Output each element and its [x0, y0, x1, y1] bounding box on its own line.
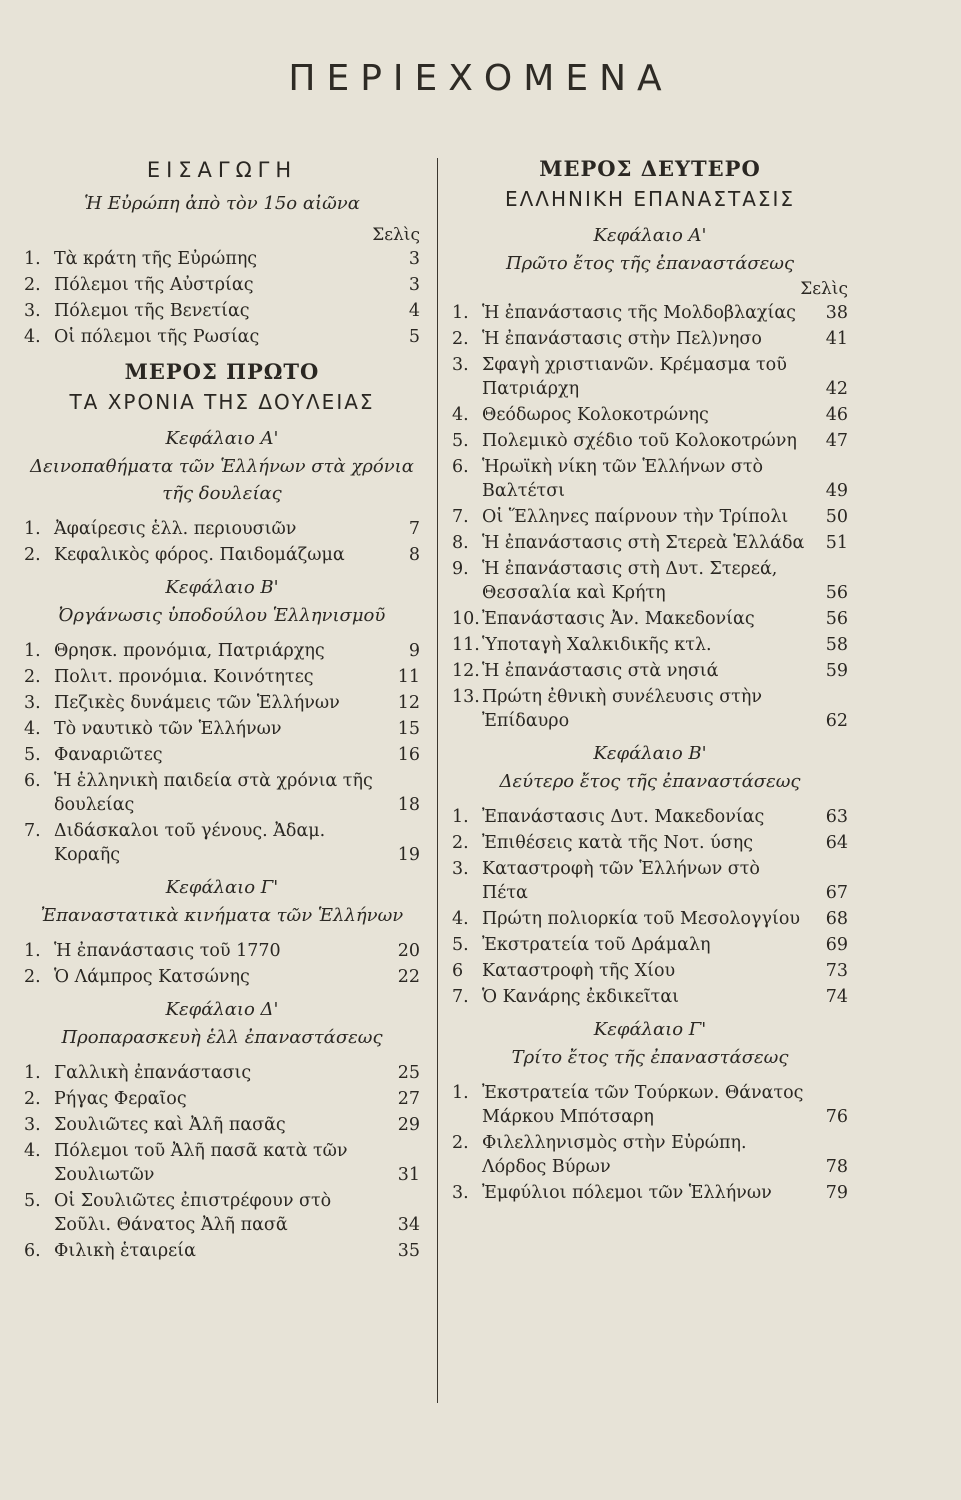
page-title: ΠΕΡΙΕΧΟΜΕΝΑ — [288, 58, 673, 99]
part-two-title: ΜΕΡΟΣ ΔΕΥΤΕΡΟ — [539, 156, 761, 181]
chapter-subtitle: Ἐπαναστατικὰ κινήματα τῶν Ἑλλήνων — [40, 905, 404, 926]
page-column-header: Σελὶς — [372, 225, 420, 245]
toc-entry[interactable]: 2. Ἡ ἐπανάστασις στὴν Πελ)νησο 41 — [452, 329, 848, 349]
toc-entry[interactable]: 6. Φιλικὴ ἑταιρεία 35 — [24, 1241, 420, 1261]
toc-entry[interactable]: 4. Πρώτη πολιορκία τοῦ Μεσολογγίου 68 — [452, 909, 848, 929]
part-one-heading: ΤΑ ΧΡΟΝΙΑ ΤΗΣ ΔΟΥΛΕΙΑΣ — [69, 390, 375, 414]
toc-entry[interactable]: 6 Καταστροφὴ τῆς Χίου 73 — [452, 961, 848, 981]
column-divider — [437, 158, 438, 1403]
toc-entry[interactable]: 4. Τὸ ναυτικὸ τῶν Ἑλλήνων 15 — [24, 719, 420, 739]
toc-entry[interactable]: 1. Ἐκστρατεία τῶν Τούρκων. Θάνατος Μάρκου Μπότσαρη 76 — [452, 1083, 848, 1127]
toc-entry[interactable]: 11. Ὑποταγὴ Χαλκιδικῆς κτλ. 58 — [452, 635, 848, 655]
toc-entry[interactable]: 5. Φαναριῶτες 16 — [24, 745, 420, 765]
toc-entry[interactable]: 1. Γαλλικὴ ἐπανάστασις 25 — [24, 1063, 420, 1083]
toc-entry[interactable]: 4. Θεόδωρος Κολοκοτρώνης 46 — [452, 405, 848, 425]
chapter-subtitle: Ὀργάνωσις ὑποδούλου Ἑλληνισμοῦ — [58, 605, 386, 626]
toc-entry[interactable]: 5. Οἱ Σουλιῶτες ἐπιστρέφουν στὸ Σοῦλι. Θάνατος Ἀλῆ πασᾶ 34 — [24, 1191, 420, 1235]
chapter-subtitle: Δεύτερο ἔτος τῆς ἐπαναστάσεως — [499, 771, 801, 792]
toc-entry[interactable]: 3. Πόλεμοι τῆς Βενετίας 4 — [24, 301, 420, 321]
toc-entry[interactable]: 1. Ἀφαίρεσις ἑλλ. περιουσιῶν 7 — [24, 519, 420, 539]
toc-entry[interactable]: 1. Θρησκ. προνόμια, Πατριάρχης 9 — [24, 641, 420, 661]
toc-entry[interactable]: 13. Πρώτη ἐθνικὴ συνέλευσις στὴν Ἐπίδαυρο 62 — [452, 687, 848, 731]
toc-entry[interactable]: 10. Ἐπανάστασις Ἀν. Μακεδονίας 56 — [452, 609, 848, 629]
toc-entry[interactable]: 2. Ὁ Λάμπρος Κατσώνης 22 — [24, 967, 420, 987]
chapter-subtitle: Τρίτο ἔτος τῆς ἐπαναστάσεως — [511, 1047, 789, 1068]
toc-entry[interactable]: 2. Πολιτ. προνόμια. Κοινότητες 11 — [24, 667, 420, 687]
part-two-heading: ΕΛΛΗΝΙΚΗ ΕΠΑΝΑΣΤΑΣΙΣ — [504, 187, 796, 211]
intro-heading: ΕΙΣΑΓΩΓΗ — [146, 158, 298, 182]
toc-entry[interactable]: 3. Σουλιῶτες καὶ Ἀλῆ πασᾶς 29 — [24, 1115, 420, 1135]
toc-entry[interactable]: 2. Κεφαλικὸς φόρος. Παιδομάζωμα 8 — [24, 545, 420, 565]
toc-entry[interactable]: 9. Ἡ ἐπανάστασις στὴ Δυτ. Στερεά, Θεσσαλία καὶ Κρήτη 56 — [452, 559, 848, 603]
toc-entry[interactable]: 3. Πεζικὲς δυνάμεις τῶν Ἑλλήνων 12 — [24, 693, 420, 713]
toc-entry[interactable]: 7. Διδάσκαλοι τοῦ γένους. Ἀδαμ. Κοραῆς 19 — [24, 821, 420, 865]
chapter-subtitle: Δεινοπαθήματα τῶν Ἑλλήνων στὰ χρόνια τῆς δουλείας — [30, 456, 414, 504]
toc-entry[interactable]: 2. Ρήγας Φεραῖος 27 — [24, 1089, 420, 1109]
right-column — [452, 152, 848, 1207]
chapter-subtitle: Προπαρασκευὴ ἑλλ ἐπαναστάσεως — [61, 1027, 383, 1048]
part-one-title: ΜΕΡΟΣ ΠΡΩΤΟ — [124, 359, 320, 384]
toc-entry[interactable]: 5. Πολεμικὸ σχέδιο τοῦ Κολοκοτρώνη 47 — [452, 431, 848, 451]
chapter-label: Κεφάλαιο Α' — [593, 225, 707, 246]
toc-entry[interactable]: 3. Καταστροφὴ τῶν Ἑλλήνων στὸ Πέτα 67 — [452, 859, 848, 903]
toc-entry[interactable]: 6. Ἡρωϊκὴ νίκη τῶν Ἑλλήνων στὸ Βαλτέτσι 49 — [452, 457, 848, 501]
intro-entries — [24, 247, 420, 349]
toc-entry[interactable]: 4. Οἱ πόλεμοι τῆς Ρωσίας 5 — [24, 327, 420, 347]
chapter-label: Κεφάλαιο Β' — [593, 743, 707, 764]
chapter-label: Κεφάλαιο Α' — [165, 428, 279, 449]
chapter-label: Κεφάλαιο Γ' — [165, 877, 279, 898]
toc-entry[interactable]: 1. Ἡ ἐπανάστασις τῆς Μολδοβλαχίας 38 — [452, 303, 848, 323]
toc-entry[interactable]: 6. Ἡ ἑλληνικὴ παιδεία στὰ χρόνια τῆς δουλείας 18 — [24, 771, 420, 815]
toc-entry[interactable]: 4. Πόλεμοι τοῦ Ἀλῆ πασᾶ κατὰ τῶν Σουλιωτῶν 31 — [24, 1141, 420, 1185]
toc-entry[interactable]: 1. Ἐπανάστασις Δυτ. Μακεδονίας 63 — [452, 807, 848, 827]
toc-entry[interactable]: 2. Φιλελληνισμὸς στὴν Εὐρώπη. Λόρδος Βύρων 78 — [452, 1133, 848, 1177]
intro-subtitle: Ἡ Εὐρώπη ἀπὸ τὸν 15ο αἰῶνα — [84, 193, 360, 214]
chapter-label: Κεφάλαιο Γ' — [593, 1019, 707, 1040]
chapter-label: Κεφάλαιο Β' — [165, 577, 279, 598]
toc-entry[interactable]: 8. Ἡ ἐπανάστασις στὴ Στερεὰ Ἑλλάδα 51 — [452, 533, 848, 553]
chapter-subtitle: Πρῶτο ἔτος τῆς ἐπαναστάσεως — [505, 253, 795, 274]
left-column — [24, 152, 420, 1265]
toc-entry[interactable]: 5. Ἐκστρατεία τοῦ Δράμαλη 69 — [452, 935, 848, 955]
chapter-label: Κεφάλαιο Δ' — [165, 999, 279, 1020]
toc-entry[interactable]: 7. Ὁ Κανάρης ἐκδικεῖται 74 — [452, 987, 848, 1007]
page-column-header: Σελὶς — [800, 279, 848, 299]
toc-entry[interactable]: 3. Ἐμφύλιοι πόλεμοι τῶν Ἑλλήνων 79 — [452, 1183, 848, 1203]
toc-entry[interactable]: 3. Σφαγὴ χριστιανῶν. Κρέμασμα τοῦ Πατριάρχη 42 — [452, 355, 848, 399]
toc-entry[interactable]: 2. Ἐπιθέσεις κατὰ τῆς Νοτ. ύσης 64 — [452, 833, 848, 853]
toc-entry[interactable]: 1. Ἡ ἐπανάστασις τοῦ 1770 20 — [24, 941, 420, 961]
toc-entry[interactable]: 1. Τὰ κράτη τῆς Εὐρώπης 3 — [24, 249, 420, 269]
toc-entry[interactable]: 7. Οἱ Ἕλληνες παίρνουν τὴν Τρίπολι 50 — [452, 507, 848, 527]
toc-entry[interactable]: 2. Πόλεμοι τῆς Αὐστρίας 3 — [24, 275, 420, 295]
toc-entry[interactable]: 12. Ἡ ἐπανάστασις στὰ νησιά 59 — [452, 661, 848, 681]
